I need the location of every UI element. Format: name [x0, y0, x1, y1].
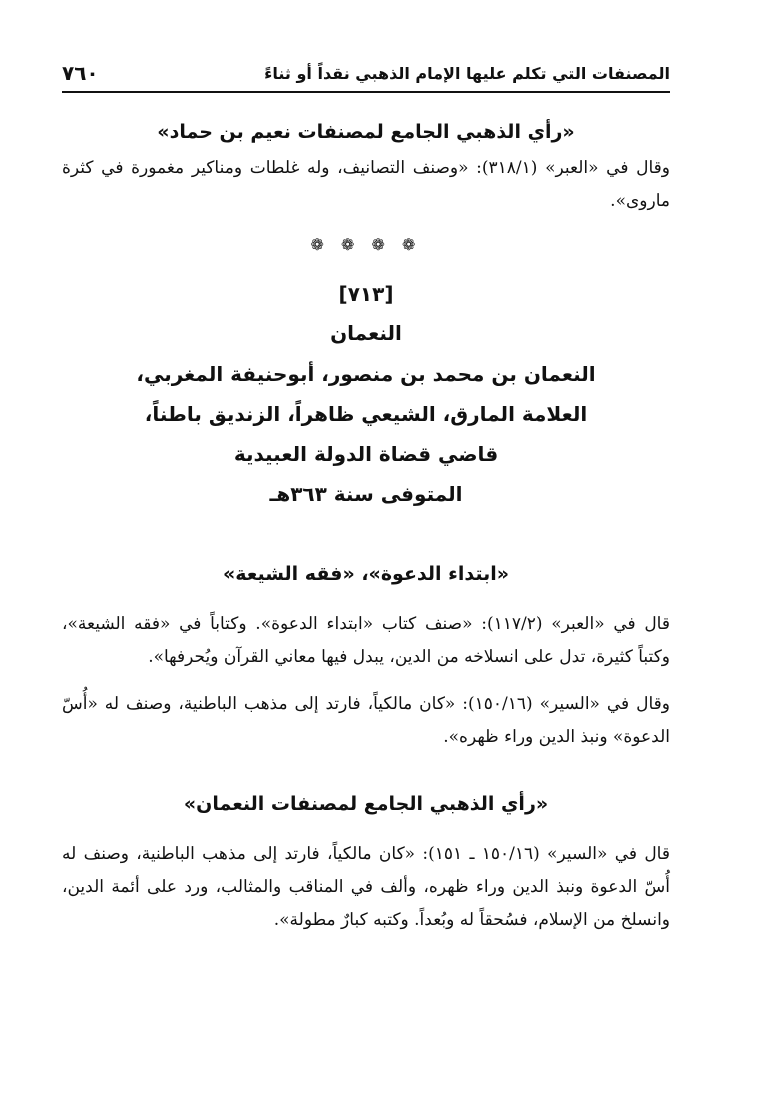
entry-desc-line: النعمان بن محمد بن منصور، أبوحنيفة المغربي،: [136, 362, 596, 386]
entry-desc-line: قاضي قضاة الدولة العبيدية: [233, 442, 499, 466]
paragraph-nuaym: وقال في «العبر» (٣١٨/١): «وصنف التصانيف، وله غلطات ومناكير مغمورة في كثرة ماروى».: [62, 158, 670, 211]
section-heading-numan: «رأي الذهبي الجامع لمصنفات النعمان»: [183, 793, 549, 815]
section-heading-books: «ابتداء الدعوة»، «فقه الشيعة»: [222, 563, 510, 585]
entry-name: النعمان: [330, 321, 402, 345]
running-header: [62, 58, 670, 88]
paragraph-siyar: وقال في «السير» (١٥٠/١٦): «كان مالكياً، فارتد إلى مذهب الباطنية، وصنف له «أُسّ الدعوة» ونبذ الدين وراء ظهره».: [62, 694, 670, 747]
paragraph-siyar-full: قال في «السير» (١٥٠/١٦ ـ ١٥١): «كان مالكياً، فارتد إلى مذهب الباطنية، وصنف له أُسّ الدعوة ونبذ الدين وراء ظهره، وألف في المناقب والمثالب، ورد على أئمة الدين، وانسلخ من الإسلام، فسُحقاً له وبُعداً. وكتبه كبارٌ مطولة».: [62, 844, 670, 930]
entry-death-year: المتوفى سنة ٣٦٣هـ: [269, 482, 463, 506]
entry-desc-line: العلامة المارق، الشيعي ظاهراً، الزنديق باطناً،: [144, 402, 588, 426]
running-title: المصنفات التي تكلم عليها الإمام الذهبي نقداً أو ثناءً: [264, 63, 670, 83]
page-number: ٧٦٠: [62, 61, 99, 85]
page-content: [62, 112, 670, 937]
section-heading-nuaym: «رأي الذهبي الجامع لمصنفات نعيم بن حماد»: [157, 121, 575, 143]
paragraph-ibar: قال في «العبر» (١١٧/٢): «صنف كتاب «ابتداء الدعوة». وكتاباً في «فقه الشيعة»، وكتباً كثيرة، تدل على انسلاخه من الدين، يبدل فيها معاني القرآن ويُحرفها».: [62, 614, 670, 667]
entry-number: [٧١٣]: [338, 282, 394, 306]
ornament-separator: ❁ ❁ ❁ ❁: [310, 235, 422, 254]
header-rule: [62, 91, 670, 93]
